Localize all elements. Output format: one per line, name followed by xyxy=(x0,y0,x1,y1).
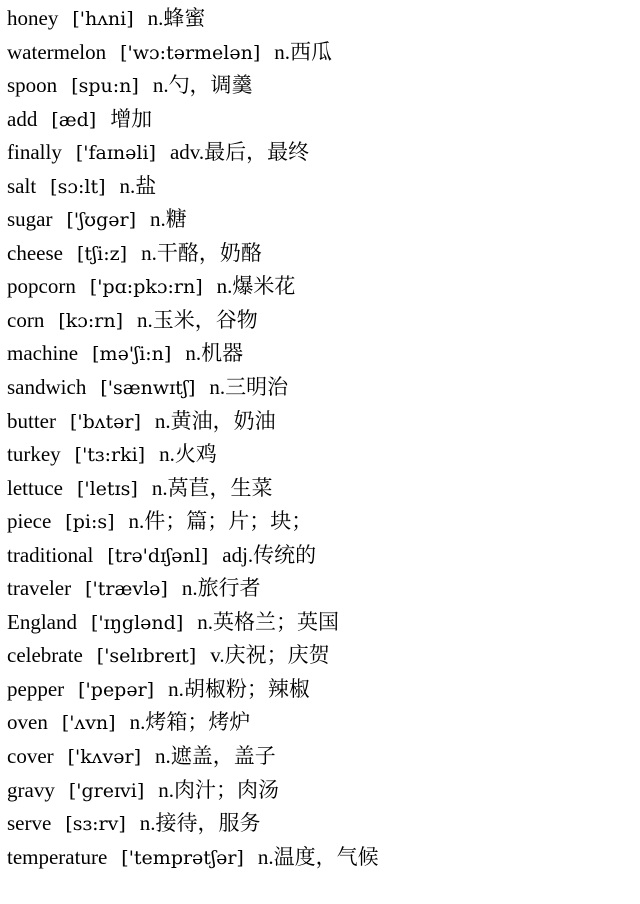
entry-definition: n.糖 xyxy=(149,207,187,232)
list-item xyxy=(7,371,379,405)
entry-definition: n.西瓜 xyxy=(274,39,333,64)
list-item xyxy=(7,304,379,338)
entry-definition: adv.最后，最终 xyxy=(169,140,310,165)
entry-definition: n.勺，调羹 xyxy=(152,73,253,98)
list-item xyxy=(7,505,379,539)
entry-word: finally xyxy=(7,140,62,165)
entry-definition: n.干酪，奶酪 xyxy=(141,240,262,265)
entry-word: pepper xyxy=(7,676,65,701)
entry-definition: adj.传统的 xyxy=(222,542,317,567)
entry-word: traditional xyxy=(7,542,94,567)
list-item xyxy=(7,639,379,673)
entry-definition: n.莴苣，生菜 xyxy=(151,475,273,500)
entry-word: piece xyxy=(7,509,52,534)
entry-word: England xyxy=(7,609,77,634)
entry-word: salt xyxy=(7,173,37,198)
entry-phonetic: ['ɪŋglənd] xyxy=(90,611,184,634)
entry-word: sugar xyxy=(7,207,53,232)
entry-phonetic: [trə'dɪʃənl] xyxy=(107,544,209,567)
entry-phonetic: ['ʃʊgər] xyxy=(66,209,136,232)
list-item xyxy=(7,237,379,271)
list-item xyxy=(7,472,379,506)
entry-definition: n.蜂蜜 xyxy=(147,6,206,30)
entry-word: cover xyxy=(7,744,54,769)
entry-phonetic: ['tɜ:rki] xyxy=(74,444,146,467)
entry-definition: n.玉米，谷物 xyxy=(137,307,258,332)
entry-definition: 增加 xyxy=(110,106,153,131)
entry-phonetic: ['kʌvər] xyxy=(67,746,141,769)
entry-word: temperature xyxy=(7,844,108,869)
entry-word: oven xyxy=(7,710,48,735)
entry-phonetic: [sɜ:rv] xyxy=(65,813,126,836)
entry-word: celebrate xyxy=(7,643,83,668)
entry-word: sandwich xyxy=(7,375,87,400)
entry-phonetic: ['pɑ:pkɔ:rn] xyxy=(89,276,203,299)
entry-phonetic: ['letɪs] xyxy=(76,477,138,500)
list-item xyxy=(7,807,379,841)
list-item xyxy=(7,270,379,304)
entry-word: serve xyxy=(7,811,52,836)
list-item xyxy=(7,405,379,439)
list-item xyxy=(7,36,379,70)
entry-phonetic: ['greɪvi] xyxy=(68,779,145,802)
list-item xyxy=(7,203,379,237)
entry-definition: n.接待，服务 xyxy=(139,811,261,836)
list-item xyxy=(7,136,379,170)
entry-phonetic: ['bʌtər] xyxy=(69,410,141,433)
entry-word: spoon xyxy=(7,73,58,98)
entry-phonetic: [æd] xyxy=(51,108,97,131)
entry-phonetic: [sɔ:lt] xyxy=(50,175,106,198)
list-item xyxy=(7,841,379,875)
entry-phonetic: [pi:s] xyxy=(65,511,115,534)
entry-phonetic: [tʃi:z] xyxy=(76,242,128,265)
entry-phonetic: ['temprətʃər] xyxy=(121,846,244,869)
entry-definition: n.烤箱；烤炉 xyxy=(129,710,251,735)
entry-word: corn xyxy=(7,307,45,332)
entry-definition: n.黄油，奶油 xyxy=(154,408,276,433)
entry-word: traveler xyxy=(7,576,72,601)
entry-definition: n.肉汁；肉汤 xyxy=(158,777,280,802)
list-item xyxy=(7,337,379,371)
list-item xyxy=(7,572,379,606)
entry-definition: n.胡椒粉；辣椒 xyxy=(168,676,310,701)
entry-word: butter xyxy=(7,408,56,433)
entry-phonetic: ['selɪbreɪt] xyxy=(96,645,197,668)
entry-word: turkey xyxy=(7,442,61,467)
entry-definition: n.机器 xyxy=(185,341,244,366)
entry-phonetic: ['sænwɪtʃ] xyxy=(100,377,196,400)
list-item xyxy=(7,2,379,36)
entry-word: machine xyxy=(7,341,79,366)
entry-phonetic: ['wɔ:tərmelən] xyxy=(120,41,261,64)
entry-phonetic: ['pepər] xyxy=(78,678,155,701)
list-item xyxy=(7,539,379,573)
entry-word: add xyxy=(7,106,38,131)
list-item xyxy=(7,170,379,204)
entry-phonetic: ['ʌvn] xyxy=(61,712,116,735)
vocabulary-list xyxy=(7,2,379,874)
entry-definition: n.爆米花 xyxy=(216,274,296,299)
entry-definition: n.火鸡 xyxy=(159,442,217,467)
entry-phonetic: [kɔ:rn] xyxy=(58,309,124,332)
entry-definition: n.盐 xyxy=(119,173,157,198)
entry-word: honey xyxy=(7,6,59,30)
list-item xyxy=(7,706,379,740)
list-item xyxy=(7,774,379,808)
entry-word: lettuce xyxy=(7,475,63,500)
entry-definition: n.英格兰；英国 xyxy=(197,609,339,634)
entry-phonetic: ['hʌni] xyxy=(72,8,134,30)
entry-definition: n.件；篇；片；块； xyxy=(128,509,313,534)
entry-phonetic: ['faɪnəli] xyxy=(75,142,156,165)
entry-word: cheese xyxy=(7,240,63,265)
entry-word: watermelon xyxy=(7,39,107,64)
entry-definition: n.三明治 xyxy=(209,375,289,400)
entry-phonetic: ['trævlə] xyxy=(85,578,168,601)
entry-definition: n.遮盖，盖子 xyxy=(155,744,276,769)
entry-phonetic: [spu:n] xyxy=(71,75,139,98)
entry-definition: n.温度，气候 xyxy=(257,844,379,869)
entry-word: popcorn xyxy=(7,274,76,299)
list-item xyxy=(7,673,379,707)
entry-definition: n.旅行者 xyxy=(181,576,261,601)
list-item xyxy=(7,103,379,137)
list-item xyxy=(7,438,379,472)
entry-definition: v.庆祝；庆贺 xyxy=(210,643,330,668)
entry-phonetic: [mə'ʃi:n] xyxy=(92,343,172,366)
list-item xyxy=(7,606,379,640)
list-item xyxy=(7,740,379,774)
list-item xyxy=(7,69,379,103)
entry-word: gravy xyxy=(7,777,55,802)
